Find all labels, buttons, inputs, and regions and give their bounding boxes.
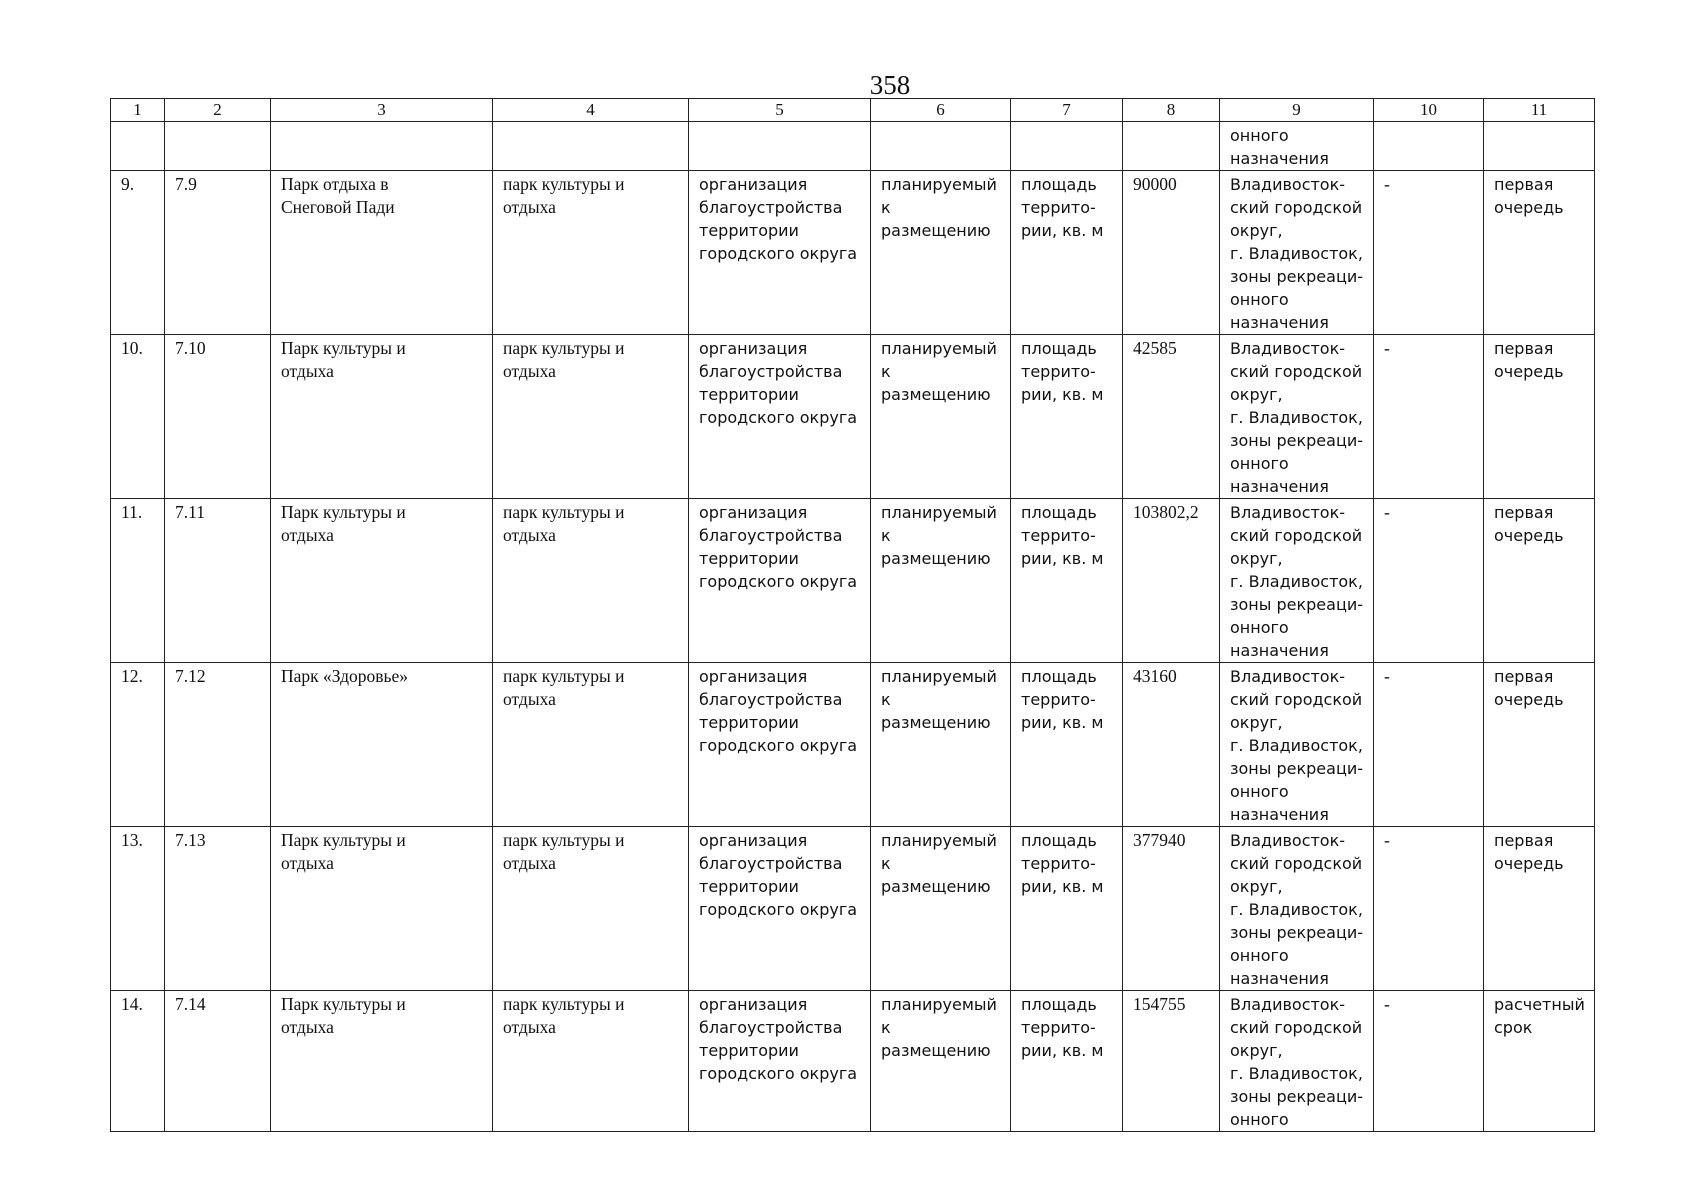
row-number-cell: 12.	[111, 663, 165, 827]
purpose-cell: организация благоустройства территории городского округа	[689, 991, 871, 1132]
stage-cell: первая очередь	[1484, 335, 1595, 499]
object-type-cell: парк культуры и отдыха	[493, 663, 689, 827]
purpose-cell: организация благоустройства территории городского округа	[689, 663, 871, 827]
stage-cell: расчетный срок	[1484, 991, 1595, 1132]
code-cell: 7.12	[165, 663, 271, 827]
location-cell: Владивосток- ский городской округ, г. Владивосток, зоны рекреаци- онного назначения	[1220, 171, 1374, 335]
metric-cell: площадь террито- рии, кв. м	[1011, 663, 1123, 827]
stage-cell: первая очередь	[1484, 499, 1595, 663]
table-cell	[165, 122, 271, 171]
stage-cell: первая очередь	[1484, 171, 1595, 335]
row-number-cell: 9.	[111, 171, 165, 335]
column-number: 11	[1484, 99, 1595, 122]
row-number-cell: 13.	[111, 827, 165, 991]
value-cell: 154755	[1123, 991, 1220, 1132]
column-number: 5	[689, 99, 871, 122]
table-row	[111, 991, 1595, 1132]
table-row	[111, 335, 1595, 499]
object-type-cell: парк культуры и отдыха	[493, 827, 689, 991]
table-cell	[111, 122, 165, 171]
column-number: 2	[165, 99, 271, 122]
object-type-cell: парк культуры и отдыха	[493, 335, 689, 499]
code-cell: 7.9	[165, 171, 271, 335]
object-name-cell: Парк «Здоровье»	[271, 663, 493, 827]
object-name-cell: Парк культуры и отдыха	[271, 991, 493, 1132]
object-name-cell: Парк культуры и отдыха	[271, 335, 493, 499]
code-cell: 7.13	[165, 827, 271, 991]
object-type-cell: парк культуры и отдыха	[493, 171, 689, 335]
metric-cell: площадь террито- рии, кв. м	[1011, 827, 1123, 991]
continuation-row	[111, 122, 1595, 171]
status-cell: планируемый к размещению	[871, 499, 1011, 663]
metric-cell: площадь террито- рии, кв. м	[1011, 499, 1123, 663]
planning-table	[110, 98, 1595, 1132]
table-cell	[871, 122, 1011, 171]
column-number: 7	[1011, 99, 1123, 122]
zone-cell: -	[1374, 827, 1484, 991]
table-cell	[1374, 122, 1484, 171]
value-cell: 43160	[1123, 663, 1220, 827]
column-number: 3	[271, 99, 493, 122]
metric-cell: площадь террито- рии, кв. м	[1011, 991, 1123, 1132]
code-cell: 7.11	[165, 499, 271, 663]
column-number: 6	[871, 99, 1011, 122]
row-number-cell: 11.	[111, 499, 165, 663]
status-cell: планируемый к размещению	[871, 335, 1011, 499]
table-row	[111, 663, 1595, 827]
column-number: 8	[1123, 99, 1220, 122]
status-cell: планируемый к размещению	[871, 991, 1011, 1132]
page-number: 358	[869, 70, 911, 100]
column-number: 4	[493, 99, 689, 122]
row-number-cell: 10.	[111, 335, 165, 499]
table-row	[111, 171, 1595, 335]
purpose-cell: организация благоустройства территории городского округа	[689, 171, 871, 335]
table-cell	[1123, 122, 1220, 171]
stage-cell: первая очередь	[1484, 827, 1595, 991]
column-number-row	[111, 99, 1595, 122]
zone-cell: -	[1374, 991, 1484, 1132]
value-cell: 42585	[1123, 335, 1220, 499]
status-cell: планируемый к размещению	[871, 827, 1011, 991]
zone-cell: -	[1374, 499, 1484, 663]
code-cell: 7.10	[165, 335, 271, 499]
zone-cell: -	[1374, 663, 1484, 827]
object-type-cell: парк культуры и отдыха	[493, 499, 689, 663]
purpose-cell: организация благоустройства территории городского округа	[689, 499, 871, 663]
metric-cell: площадь террито- рии, кв. м	[1011, 335, 1123, 499]
zone-cell: -	[1374, 335, 1484, 499]
value-cell: 377940	[1123, 827, 1220, 991]
purpose-cell: организация благоустройства территории городского округа	[689, 827, 871, 991]
zone-cell: -	[1374, 171, 1484, 335]
location-cell: Владивосток- ский городской округ, г. Владивосток, зоны рекреаци- онного	[1220, 991, 1374, 1132]
row-number-cell: 14.	[111, 991, 165, 1132]
table-cell	[1484, 122, 1595, 171]
value-cell: 90000	[1123, 171, 1220, 335]
location-cell: Владивосток- ский городской округ, г. Владивосток, зоны рекреаци- онного назначения	[1220, 827, 1374, 991]
location-cell: онного назначения	[1220, 122, 1374, 171]
table-cell	[271, 122, 493, 171]
column-number: 10	[1374, 99, 1484, 122]
table-cell	[1011, 122, 1123, 171]
purpose-cell: организация благоустройства территории городского округа	[689, 335, 871, 499]
status-cell: планируемый к размещению	[871, 171, 1011, 335]
object-name-cell: Парк культуры и отдыха	[271, 827, 493, 991]
location-cell: Владивосток- ский городской округ, г. Владивосток, зоны рекреаци- онного назначения	[1220, 335, 1374, 499]
column-number: 9	[1220, 99, 1374, 122]
metric-cell: площадь террито- рии, кв. м	[1011, 171, 1123, 335]
object-name-cell: Парк культуры и отдыха	[271, 499, 493, 663]
table-row	[111, 499, 1595, 663]
code-cell: 7.14	[165, 991, 271, 1132]
location-cell: Владивосток- ский городской округ, г. Владивосток, зоны рекреаци- онного назначения	[1220, 499, 1374, 663]
table-cell	[493, 122, 689, 171]
object-type-cell: парк культуры и отдыха	[493, 991, 689, 1132]
column-number: 1	[111, 99, 165, 122]
status-cell: планируемый к размещению	[871, 663, 1011, 827]
object-name-cell: Парк отдыха в Снеговой Пади	[271, 171, 493, 335]
location-cell: Владивосток- ский городской округ, г. Владивосток, зоны рекреаци- онного назначения	[1220, 663, 1374, 827]
table-row	[111, 827, 1595, 991]
value-cell: 103802,2	[1123, 499, 1220, 663]
stage-cell: первая очередь	[1484, 663, 1595, 827]
table-cell	[689, 122, 871, 171]
